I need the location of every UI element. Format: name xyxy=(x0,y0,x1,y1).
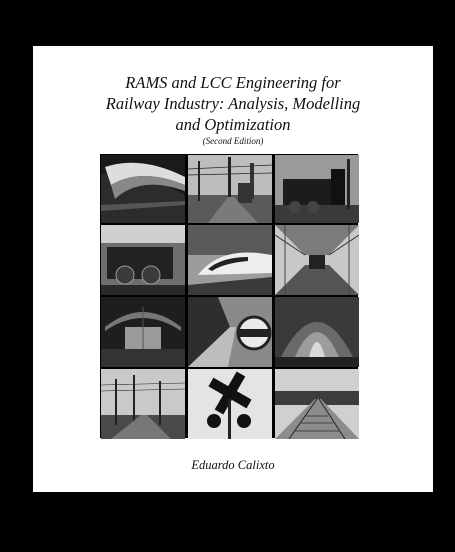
photo-collage xyxy=(100,154,358,438)
old-locomotive-image xyxy=(101,225,185,295)
book-title: RAMS and LCC Engineering for Railway Industry: Analysis, Modelling and Optimization xyxy=(105,73,361,134)
truss-bridge-image xyxy=(275,225,359,295)
catenary-image xyxy=(101,369,185,439)
steam-locomotive-image xyxy=(275,155,359,223)
book-cover xyxy=(33,46,433,492)
tunnel-arch-image xyxy=(275,297,359,367)
crossing-sign-image xyxy=(188,369,272,439)
station-lines-image xyxy=(188,155,272,223)
book-edition: (Second Edition) xyxy=(202,136,264,146)
track-perspective-image xyxy=(275,369,359,439)
train-roof-image xyxy=(101,155,185,223)
subway-platform-image xyxy=(188,297,272,367)
book-author: Eduardo Calixto xyxy=(191,458,275,472)
high-speed-train-image xyxy=(188,225,272,295)
station-hall-image xyxy=(101,297,185,367)
